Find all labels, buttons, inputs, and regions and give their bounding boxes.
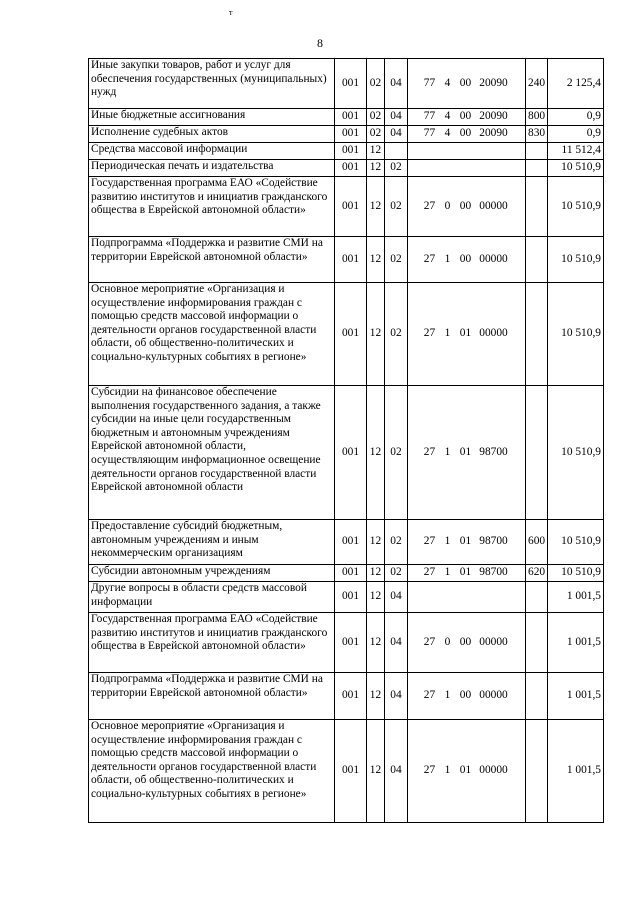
row-pr: 04 <box>385 613 408 673</box>
row-sum: 10 510,9 <box>548 565 604 582</box>
cs-direction: 20090 <box>479 127 508 140</box>
row-gr: 001 <box>335 59 367 109</box>
table-row <box>89 177 604 237</box>
cs-direction: 98700 <box>479 445 508 458</box>
cs-direction: 00000 <box>479 327 508 340</box>
row-rz: 12 <box>367 613 385 673</box>
cs-event: 01 <box>459 764 472 777</box>
row-vr: 830 <box>526 126 548 143</box>
row-rz: 02 <box>367 109 385 126</box>
cs-event: 00 <box>459 689 472 702</box>
row-name: Исполнение судебных актов <box>89 126 335 143</box>
cs-subprogram: 1 <box>444 689 451 702</box>
table-row <box>89 520 604 565</box>
row-name: Подпрограмма «Поддержка и развитие СМИ на территории Еврейской автономной области» <box>89 237 335 283</box>
cs-direction: 00000 <box>479 689 508 702</box>
row-vr <box>526 237 548 283</box>
row-cs <box>408 143 526 160</box>
row-gr: 001 <box>335 143 367 160</box>
row-pr: 02 <box>385 283 408 386</box>
cs-direction: 00000 <box>479 252 508 265</box>
row-cs <box>408 283 526 386</box>
row-sum: 10 510,9 <box>548 160 604 177</box>
cs-subprogram: 4 <box>444 76 451 89</box>
row-sum: 1 001,5 <box>548 582 604 613</box>
cs-direction: 00000 <box>479 635 508 648</box>
table-row <box>89 613 604 673</box>
row-rz: 12 <box>367 160 385 177</box>
row-rz: 12 <box>367 177 385 237</box>
row-pr: 04 <box>385 126 408 143</box>
row-vr: 600 <box>526 520 548 565</box>
row-pr: 02 <box>385 386 408 520</box>
row-cs <box>408 109 526 126</box>
row-name: Предоставление субсидий бюджетным, автономным учреждениям и иным некоммерческим организациям <box>89 520 335 565</box>
row-sum: 10 510,9 <box>548 177 604 237</box>
row-cs <box>408 613 526 673</box>
row-name: Периодическая печать и издательства <box>89 160 335 177</box>
row-gr: 001 <box>335 613 367 673</box>
row-vr <box>526 582 548 613</box>
row-cs <box>408 386 526 520</box>
row-sum: 0,9 <box>548 126 604 143</box>
table-row <box>89 283 604 386</box>
row-vr: 240 <box>526 59 548 109</box>
cs-subprogram: 1 <box>444 566 451 579</box>
row-vr <box>526 160 548 177</box>
cs-event: 01 <box>459 445 472 458</box>
row-name: Основное мероприятие «Организация и осуществление информирования граждан с помощью средств массовой информации о деятельности органов государственной власти области, об общественно-политических и социально-культурных событиях в регионе» <box>89 283 335 386</box>
table-row <box>89 386 604 520</box>
row-rz: 12 <box>367 582 385 613</box>
row-sum: 0,9 <box>548 109 604 126</box>
row-name: Другие вопросы в области средств массовой информации <box>89 582 335 613</box>
row-name: Государственная программа ЕАО «Содействие развитию институтов и инициатив гражданского общества в Еврейской автономной области» <box>89 177 335 237</box>
cs-event: 00 <box>459 199 472 212</box>
cs-program: 27 <box>423 535 436 548</box>
row-gr: 001 <box>335 520 367 565</box>
row-cs <box>408 59 526 109</box>
row-rz: 12 <box>367 386 385 520</box>
cs-event: 01 <box>459 535 472 548</box>
row-cs <box>408 582 526 613</box>
row-rz: 02 <box>367 126 385 143</box>
row-gr: 001 <box>335 237 367 283</box>
table-row <box>89 59 604 109</box>
cs-subprogram: 1 <box>444 764 451 777</box>
row-rz: 12 <box>367 520 385 565</box>
row-vr <box>526 613 548 673</box>
row-name: Иные бюджетные ассигнования <box>89 109 335 126</box>
row-sum: 11 512,4 <box>548 143 604 160</box>
corner-mark: т <box>229 8 233 17</box>
row-vr: 800 <box>526 109 548 126</box>
cs-subprogram: 1 <box>444 252 451 265</box>
row-rz: 12 <box>367 283 385 386</box>
cs-program: 27 <box>423 689 436 702</box>
cs-program: 27 <box>423 566 436 579</box>
row-gr: 001 <box>335 720 367 823</box>
row-name: Субсидии на финансовое обеспечение выполнения государственного задания, а также субсидии на иные цели государственным бюджетным и автономным учреждениям Еврейской автономной области, осуществляющим информационное освещение деятельности органов государственной власти Еврейской автономной области <box>89 386 335 520</box>
cs-event: 00 <box>459 635 472 648</box>
row-sum: 1 001,5 <box>548 673 604 720</box>
table-row <box>89 143 604 160</box>
row-gr: 001 <box>335 673 367 720</box>
row-vr <box>526 283 548 386</box>
cs-event: 00 <box>459 127 472 140</box>
row-cs <box>408 177 526 237</box>
row-cs <box>408 720 526 823</box>
cs-event: 01 <box>459 566 472 579</box>
table-row <box>89 109 604 126</box>
row-sum: 10 510,9 <box>548 386 604 520</box>
row-gr: 001 <box>335 109 367 126</box>
row-sum: 10 510,9 <box>548 283 604 386</box>
cs-direction: 20090 <box>479 110 508 123</box>
row-rz: 12 <box>367 565 385 582</box>
row-pr: 04 <box>385 109 408 126</box>
row-gr: 001 <box>335 565 367 582</box>
cs-direction: 00000 <box>479 199 508 212</box>
row-gr: 001 <box>335 177 367 237</box>
cs-direction: 00000 <box>479 764 508 777</box>
row-pr: 02 <box>385 237 408 283</box>
row-vr <box>526 720 548 823</box>
cs-program: 27 <box>423 327 436 340</box>
row-pr: 04 <box>385 673 408 720</box>
cs-subprogram: 4 <box>444 127 451 140</box>
cs-subprogram: 0 <box>444 635 451 648</box>
table-row <box>89 237 604 283</box>
row-rz: 12 <box>367 237 385 283</box>
row-vr <box>526 386 548 520</box>
cs-program: 27 <box>423 445 436 458</box>
cs-event: 01 <box>459 327 472 340</box>
row-gr: 001 <box>335 283 367 386</box>
row-cs <box>408 520 526 565</box>
cs-event: 00 <box>459 252 472 265</box>
row-name: Подпрограмма «Поддержка и развитие СМИ на территории Еврейской автономной области» <box>89 673 335 720</box>
row-name: Основное мероприятие «Организация и осуществление информирования граждан с помощью средств массовой информации о деятельности органов государственной власти области, об общественно-политических и социально-культурных событиях в регионе» <box>89 720 335 823</box>
row-sum: 10 510,9 <box>548 237 604 283</box>
table-row <box>89 126 604 143</box>
row-vr: 620 <box>526 565 548 582</box>
row-pr: 04 <box>385 59 408 109</box>
row-cs <box>408 126 526 143</box>
row-vr <box>526 673 548 720</box>
row-sum: 2 125,4 <box>548 59 604 109</box>
cs-direction: 98700 <box>479 566 508 579</box>
cs-subprogram: 1 <box>444 535 451 548</box>
row-cs <box>408 673 526 720</box>
row-gr: 001 <box>335 386 367 520</box>
row-sum: 10 510,9 <box>548 520 604 565</box>
table-row <box>89 582 604 613</box>
table-row <box>89 160 604 177</box>
row-gr: 001 <box>335 582 367 613</box>
row-pr: 04 <box>385 582 408 613</box>
cs-event: 00 <box>459 76 472 89</box>
cs-program: 77 <box>423 110 436 123</box>
table-row <box>89 673 604 720</box>
row-vr <box>526 143 548 160</box>
row-name: Средства массовой информации <box>89 143 335 160</box>
cs-program: 27 <box>423 635 436 648</box>
cs-program: 27 <box>423 199 436 212</box>
cs-program: 27 <box>423 252 436 265</box>
budget-table <box>88 58 604 823</box>
cs-program: 77 <box>423 76 436 89</box>
row-name: Государственная программа ЕАО «Содействие развитию институтов и инициатив гражданского общества в Еврейской автономной области» <box>89 613 335 673</box>
row-pr: 02 <box>385 160 408 177</box>
row-rz: 12 <box>367 673 385 720</box>
row-rz: 02 <box>367 59 385 109</box>
row-sum: 1 001,5 <box>548 720 604 823</box>
row-pr: 02 <box>385 520 408 565</box>
cs-subprogram: 1 <box>444 445 451 458</box>
cs-program: 27 <box>423 764 436 777</box>
cs-direction: 98700 <box>479 535 508 548</box>
row-name: Субсидии автономным учреждениям <box>89 565 335 582</box>
cs-subprogram: 1 <box>444 327 451 340</box>
row-vr <box>526 177 548 237</box>
table-row <box>89 720 604 823</box>
page-number: 8 <box>317 36 323 50</box>
cs-event: 00 <box>459 110 472 123</box>
row-sum: 1 001,5 <box>548 613 604 673</box>
row-cs <box>408 565 526 582</box>
cs-subprogram: 4 <box>444 110 451 123</box>
row-rz: 12 <box>367 720 385 823</box>
cs-subprogram: 0 <box>444 199 451 212</box>
row-rz: 12 <box>367 143 385 160</box>
cs-direction: 20090 <box>479 76 508 89</box>
row-cs <box>408 237 526 283</box>
row-pr: 02 <box>385 565 408 582</box>
row-gr: 001 <box>335 160 367 177</box>
row-pr: 02 <box>385 177 408 237</box>
table-row <box>89 565 604 582</box>
row-gr: 001 <box>335 126 367 143</box>
row-name: Иные закупки товаров, работ и услуг для обеспечения государственных (муниципальных) нужд <box>89 59 335 109</box>
row-pr <box>385 143 408 160</box>
cs-program: 77 <box>423 127 436 140</box>
row-cs <box>408 160 526 177</box>
row-pr: 04 <box>385 720 408 823</box>
